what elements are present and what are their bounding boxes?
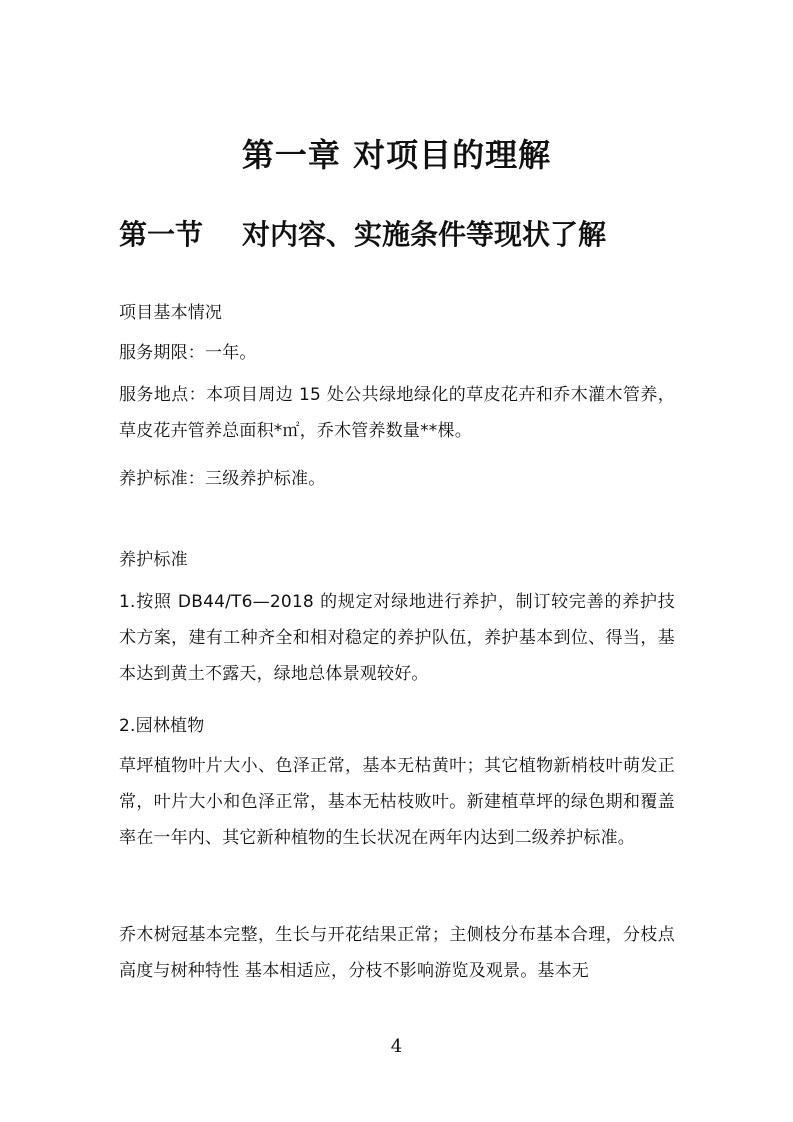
paragraph-standard-item-2-heading: 2.园林植物 xyxy=(119,716,205,736)
paragraph-project-overview-heading: 项目基本情况 xyxy=(119,303,223,323)
paragraph-service-location: 服务地点：本项目周边 15 处公共绿地绿化的草皮花卉和乔木灌木管养，草皮花卉管养总面积*㎡，乔木管养数量**棵。 xyxy=(119,385,675,441)
paragraph-maintenance-level: 养护标准：三级养护标准。 xyxy=(119,469,326,489)
section-title: 第一节 对内容、实施条件等现状了解 xyxy=(119,218,606,251)
chapter-title: 第一章 对项目的理解 xyxy=(241,136,552,174)
paragraph-service-period: 服务期限：一年。 xyxy=(119,343,257,363)
paragraph-trees: 乔木树冠基本完整，生长与开花结果正常；主侧枝分布基本合理，分枝点高度与树种特性 基本相适应，分枝不影响游览及观景。基本无 xyxy=(119,925,675,981)
page-number: 4 xyxy=(390,1036,403,1057)
paragraph-maintenance-standard-heading: 养护标准 xyxy=(119,550,188,570)
paragraph-standard-item-1: 1.按照 DB44/T6—2018 的规定对绿地进行养护，制订较完善的养护技术方案，建有工种齐全和相对稳定的养护队伍，养护基本到位、得当，基本达到黄土不露天，绿地总体景观较好。 xyxy=(119,592,675,684)
paragraph-lawn-plants: 草坪植物叶片大小、色泽正常，基本无枯黄叶；其它植物新梢枝叶萌发正常，叶片大小和色泽正常，基本无枯枝败叶。新建植草坪的绿色期和覆盖率在一年内、其它新种植物的生长状况在两年内达到二级养护标准。 xyxy=(119,756,675,848)
